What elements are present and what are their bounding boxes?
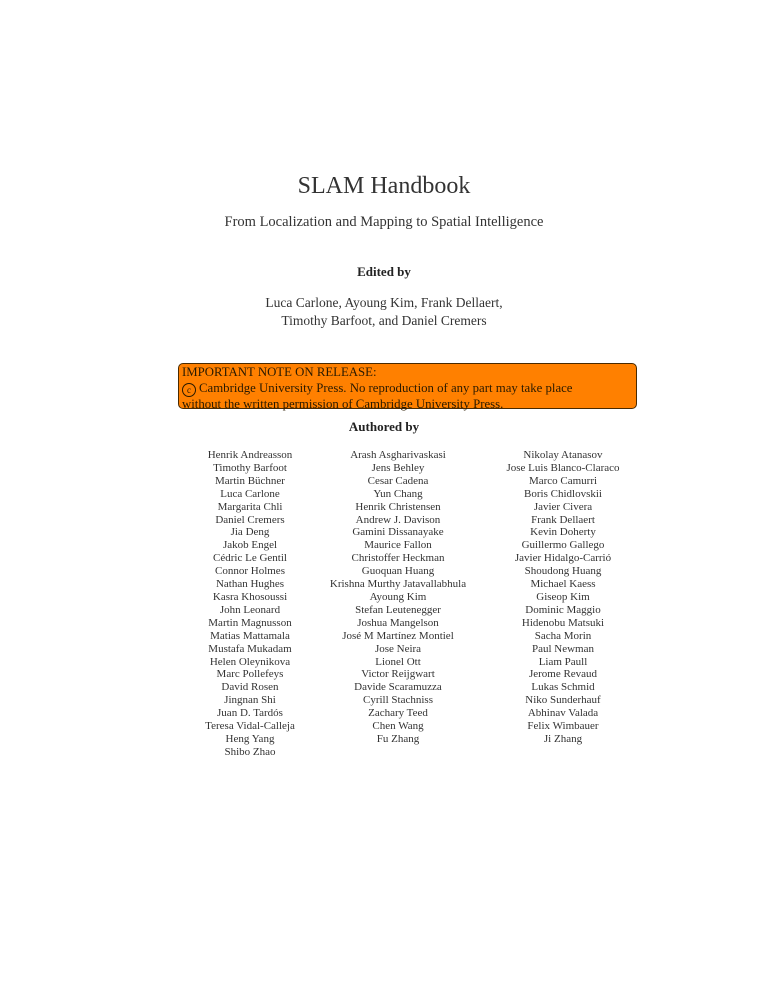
- author-name: Christoffer Heckman: [351, 552, 445, 565]
- author-name: Arash Asgharivaskasi: [350, 449, 446, 461]
- editors-list: [0, 294, 768, 330]
- author-name: David Rosen: [221, 681, 279, 694]
- author-name: Cesar Cadena: [367, 474, 429, 487]
- copyright-icon: c: [182, 383, 196, 397]
- author-name: Matias Mattamala: [210, 629, 290, 642]
- author-name: Nikolay Atanasov: [523, 449, 603, 461]
- author-name: Jerome Revaud: [528, 668, 598, 681]
- editors-line-2: Timothy Barfoot, and Daniel Cremers: [281, 313, 487, 328]
- book-subtitle: From Localization and Mapping to Spatial Intelligence: [224, 214, 544, 230]
- author-name: Marc Pollefeys: [216, 668, 284, 681]
- edited-by-heading: Edited by: [357, 264, 411, 279]
- author-name: Sacha Morin: [534, 629, 592, 642]
- release-note-heading: IMPORTANT NOTE ON RELEASE:: [182, 365, 377, 379]
- author-name: Cyrill Stachniss: [363, 694, 433, 707]
- author-name: Martin Magnusson: [208, 616, 292, 629]
- author-name: Juan D. Tardós: [217, 707, 283, 720]
- author-name: Jia Deng: [230, 526, 270, 539]
- author-name: Andrew J. Davison: [355, 513, 441, 526]
- authors-column-3: [478, 449, 648, 746]
- authored-by-heading: Authored by: [348, 419, 420, 434]
- release-note-line-3: without the written permission of Cambridge University Press.: [182, 396, 504, 411]
- author-name: Shoudong Huang: [524, 565, 602, 578]
- author-name: Jose Neira: [374, 642, 422, 655]
- author-name: Henrik Andreasson: [207, 449, 293, 461]
- author-name: John Leonard: [219, 603, 281, 616]
- author-name: Heng Yang: [225, 732, 275, 745]
- author-name: Frank Dellaert: [531, 513, 595, 526]
- author-name: Yun Chang: [373, 487, 423, 500]
- author-name: Jakob Engel: [222, 539, 278, 552]
- author-name: Jens Behley: [371, 461, 425, 474]
- author-name: Chen Wang: [372, 720, 424, 733]
- author-name: Zachary Teed: [368, 707, 428, 720]
- author-name: Mustafa Mukadam: [208, 642, 292, 655]
- author-name: Javier Civera: [533, 500, 593, 513]
- author-name: Ji Zhang: [543, 732, 583, 745]
- author-name: Teresa Vidal-Calleja: [205, 720, 295, 733]
- author-name: Luca Carlone: [220, 487, 280, 500]
- author-name: Kasra Khosoussi: [212, 590, 288, 603]
- author-name: Davide Scaramuzza: [354, 681, 442, 694]
- author-name: Connor Holmes: [215, 565, 285, 578]
- author-name: Joshua Mangelson: [357, 616, 439, 629]
- author-name: Dominic Maggio: [525, 603, 601, 616]
- author-name: Cédric Le Gentil: [213, 552, 287, 565]
- author-name: Liam Paull: [538, 655, 588, 668]
- author-name: Lukas Schmid: [531, 681, 595, 694]
- author-name: Daniel Cremers: [215, 513, 285, 526]
- author-name: Maurice Fallon: [364, 539, 432, 552]
- author-name: Paul Newman: [531, 642, 594, 655]
- author-name: Ayoung Kim: [369, 590, 427, 603]
- author-name: Kevin Doherty: [530, 526, 596, 539]
- author-name: Henrik Christensen: [355, 500, 441, 513]
- release-note-box: [178, 363, 637, 409]
- author-name: Gamini Dissanayake: [352, 526, 444, 539]
- author-name: Nathan Hughes: [215, 578, 285, 591]
- author-name: Jingnan Shi: [224, 694, 276, 707]
- author-name: José M Martínez Montiel: [342, 629, 454, 642]
- author-name: Niko Sunderhauf: [525, 694, 601, 707]
- author-name: Margarita Chli: [217, 500, 283, 513]
- author-name: Timothy Barfoot: [213, 461, 287, 474]
- authors-column-1: [180, 449, 320, 759]
- author-name: Guoquan Huang: [361, 565, 435, 578]
- author-name: Hidenobu Matsuki: [521, 616, 605, 629]
- author-name: Stefan Leutenegger: [355, 603, 441, 616]
- author-name: Krishna Murthy Jatavallabhula: [329, 578, 467, 591]
- author-name: Javier Hidalgo-Carrió: [514, 552, 612, 565]
- author-name: Martin Büchner: [215, 474, 285, 487]
- author-name: Giseop Kim: [536, 590, 590, 603]
- author-name: Abhinav Valada: [527, 707, 599, 720]
- author-name: Boris Chidlovskii: [524, 487, 602, 500]
- author-name: Helen Oleynikova: [209, 655, 291, 668]
- author-name: Fu Zhang: [376, 732, 420, 745]
- authors-column-2: [308, 449, 488, 746]
- editors-line-1: Luca Carlone, Ayoung Kim, Frank Dellaert,: [265, 295, 503, 310]
- release-note-line-2: c Cambridge University Press. No reproduction of any part may take place: [182, 381, 636, 397]
- author-name: Jose Luis Blanco-Claraco: [506, 461, 620, 474]
- book-title: SLAM Handbook: [297, 173, 471, 199]
- author-name: Guillermo Gallego: [521, 539, 605, 552]
- author-name: Felix Wimbauer: [527, 720, 599, 733]
- author-name: Shibo Zhao: [224, 745, 276, 758]
- author-name: Marco Camurri: [528, 474, 598, 487]
- author-name: Lionel Ott: [375, 655, 421, 668]
- author-name: Michael Kaess: [530, 578, 596, 591]
- author-name: Victor Reijgwart: [361, 668, 435, 681]
